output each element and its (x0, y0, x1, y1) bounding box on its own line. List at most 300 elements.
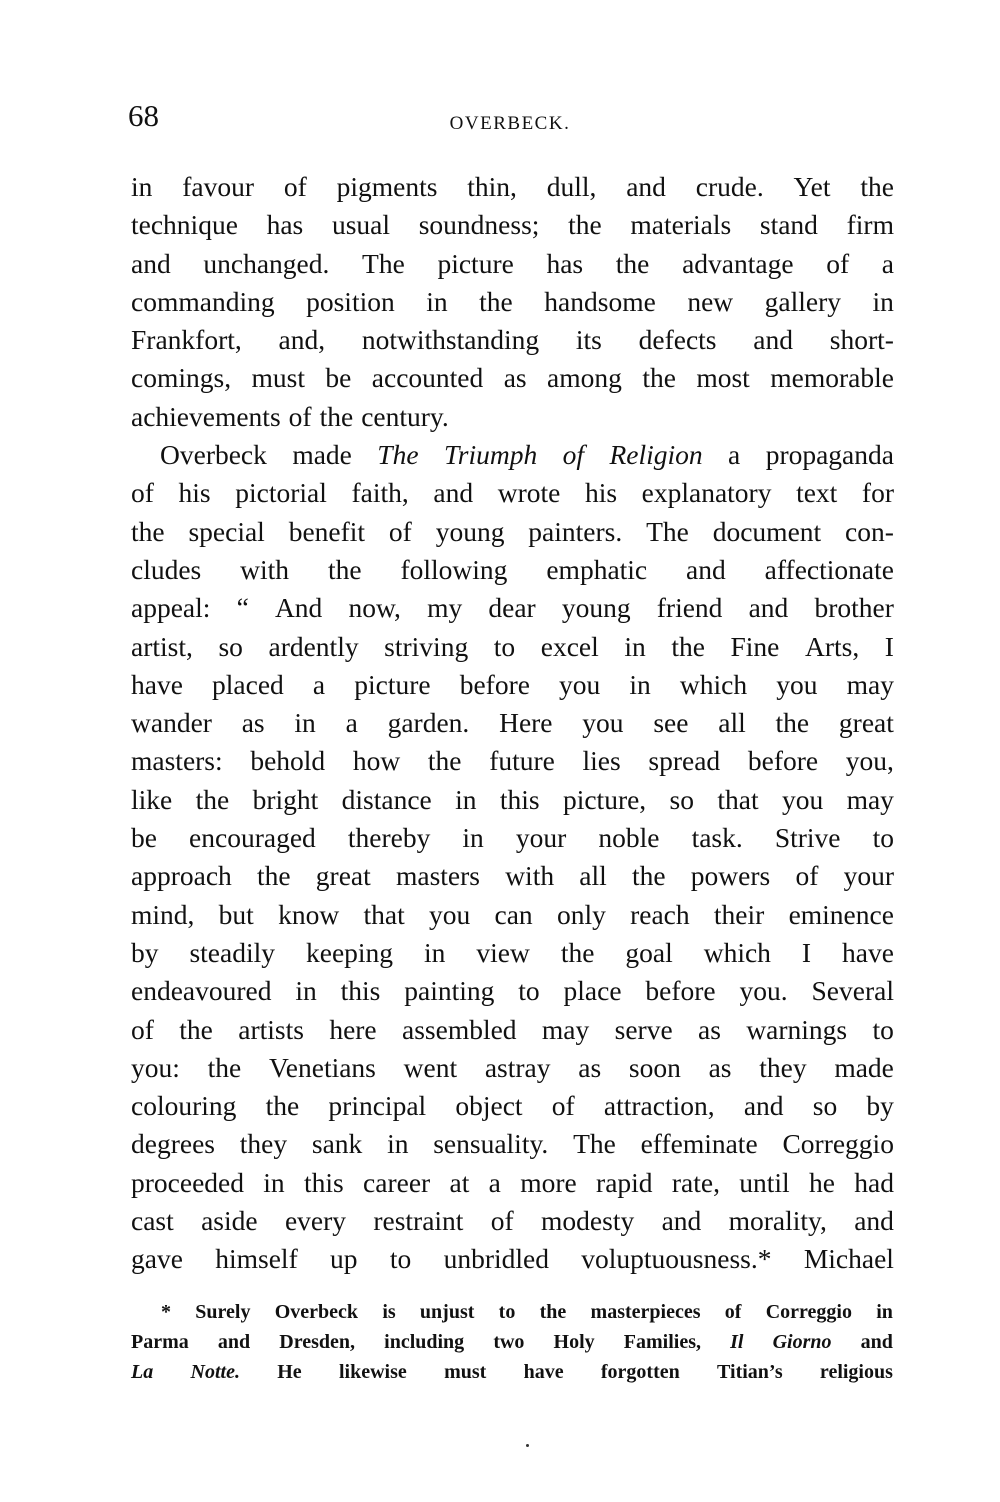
text-line (131, 934, 894, 972)
word: can (494, 898, 533, 930)
word: Frankfort, (131, 324, 242, 356)
text-line (131, 857, 894, 895)
word: the (560, 936, 595, 968)
word: unchanged. (203, 247, 330, 279)
word: the (265, 1090, 300, 1122)
word: their (713, 898, 765, 930)
word: Fine (730, 630, 780, 662)
word: great (838, 707, 894, 739)
word: eminence (788, 898, 894, 930)
word: the (631, 860, 666, 892)
word: Notte. (190, 1361, 240, 1383)
word: which (703, 936, 771, 968)
word: which (679, 668, 748, 700)
word: by (131, 936, 159, 968)
word: favour (182, 171, 254, 202)
word: religious (819, 1361, 893, 1383)
word: as (708, 1051, 732, 1083)
word: century. (361, 400, 449, 432)
word: to (389, 1243, 412, 1275)
word: including (384, 1331, 465, 1353)
word: and (854, 1205, 894, 1237)
word: be (131, 822, 157, 854)
word: Surely (195, 1301, 251, 1323)
word: reach (630, 898, 690, 930)
word: distance (341, 783, 432, 815)
word: is (382, 1301, 396, 1323)
text-line (131, 1240, 894, 1278)
word: place (563, 975, 622, 1007)
word: young (561, 592, 631, 624)
word: young (435, 515, 505, 547)
word: defects (638, 324, 717, 356)
word: in (624, 630, 646, 662)
text-line (131, 1164, 894, 1202)
word: more (520, 1166, 577, 1198)
word: unbridled (443, 1243, 549, 1275)
word: so (218, 630, 243, 662)
word: new (687, 285, 734, 317)
word: technique (131, 209, 238, 241)
word: so (669, 783, 694, 815)
word: a (488, 1166, 501, 1198)
word: degrees (131, 1128, 215, 1160)
word: propaganda (765, 439, 894, 471)
word: commanding (131, 285, 275, 317)
word: friend (656, 592, 723, 624)
word: Giorno (772, 1331, 832, 1353)
word: wrote (497, 477, 561, 509)
word: must (251, 362, 305, 394)
word: be (325, 362, 352, 394)
word: of (283, 171, 307, 202)
word: garden. (387, 707, 470, 739)
word: faith, (351, 477, 409, 509)
word: before (645, 975, 716, 1007)
word: a (728, 439, 741, 471)
word: in (462, 822, 484, 854)
word: like (131, 783, 173, 815)
word: here (329, 1013, 377, 1045)
word: that (363, 898, 405, 930)
text-line (131, 1049, 894, 1087)
word: all (579, 860, 607, 892)
word: Triumph (443, 439, 538, 471)
word: as (503, 362, 527, 394)
word: brother (814, 592, 894, 624)
text-line (131, 628, 894, 666)
word: in (294, 707, 316, 739)
word: in (876, 1301, 893, 1323)
word: spread (648, 745, 721, 777)
text-line (131, 551, 894, 589)
word: and (860, 1331, 893, 1353)
word: noble (598, 822, 660, 854)
word: have (523, 1361, 564, 1383)
word: the (775, 707, 810, 739)
word: with (240, 553, 290, 585)
word: see (653, 707, 689, 739)
word: advantage (682, 247, 794, 279)
word: you (582, 707, 624, 739)
word: sank (311, 1128, 363, 1160)
text-line (131, 896, 894, 934)
word: attraction, (603, 1090, 715, 1122)
word: Michael (803, 1243, 894, 1275)
word: every (284, 1205, 347, 1237)
word: in (455, 783, 477, 815)
word: encouraged (189, 822, 316, 854)
word: himself (215, 1243, 298, 1275)
word: cast (131, 1205, 174, 1237)
word: warnings (746, 1013, 848, 1045)
word: Strive (774, 822, 841, 854)
word: only (556, 898, 606, 930)
page-number: 68 (128, 98, 159, 133)
word: Parma (131, 1331, 189, 1353)
word: unjust (419, 1301, 475, 1323)
text-line (131, 474, 894, 512)
word: comings, (131, 362, 232, 394)
word: artists (238, 1013, 304, 1045)
word: how (352, 745, 401, 777)
word: gallery (764, 285, 842, 317)
word: know (278, 898, 340, 930)
word: affectionate (764, 553, 894, 585)
word: of (724, 1301, 742, 1323)
text-line (131, 704, 894, 742)
word: they (239, 1128, 288, 1160)
word: great (315, 860, 371, 892)
word: the (568, 209, 602, 241)
word: The (646, 515, 689, 547)
word: ardently (268, 630, 359, 662)
word: I (801, 936, 812, 968)
word: picture, (562, 783, 647, 815)
word: had (854, 1166, 894, 1198)
word: approach (131, 860, 232, 892)
footnote (131, 1297, 893, 1387)
text-line (131, 436, 894, 474)
word: pictorial (235, 477, 327, 509)
text-line (131, 245, 894, 283)
word: powers (690, 860, 771, 892)
word: in (131, 171, 153, 202)
text-line (131, 398, 894, 436)
word: masterpieces (590, 1301, 701, 1323)
word: handsome (544, 285, 656, 317)
word: you, (845, 745, 894, 777)
word: materials (630, 209, 732, 241)
word: you: (131, 1051, 180, 1083)
word: the (207, 1051, 242, 1083)
word: a (345, 707, 358, 739)
word: morality, (728, 1205, 827, 1237)
word: but (218, 898, 254, 930)
word: and (217, 1331, 251, 1353)
word: at (449, 1166, 470, 1198)
word: astray (484, 1051, 551, 1083)
word: Families, (623, 1331, 702, 1353)
word: the (642, 362, 676, 394)
word: Correggio (782, 1128, 894, 1160)
word: * (161, 1301, 171, 1323)
word: in (872, 285, 894, 317)
word: view (476, 936, 530, 968)
word: “ (236, 592, 249, 624)
word: pigments (336, 171, 438, 202)
word: emphatic (546, 553, 648, 585)
word: task. (691, 822, 743, 854)
word: of (131, 477, 154, 509)
word: and (626, 171, 666, 202)
word: of (795, 860, 819, 892)
word: cludes (131, 553, 202, 585)
text-line (131, 819, 894, 857)
word: may (541, 1013, 590, 1045)
word: you (428, 898, 471, 930)
word: to (872, 822, 894, 854)
word: your (843, 860, 894, 892)
word: Venetians (268, 1051, 376, 1083)
word: masters (395, 860, 480, 892)
word: picture (437, 247, 514, 279)
word: they (759, 1051, 807, 1083)
print-speck (526, 1444, 529, 1447)
word: the (327, 553, 362, 585)
footnote-line (131, 1357, 893, 1387)
word: and (743, 1090, 784, 1122)
word: document (712, 515, 822, 547)
word: the (256, 860, 291, 892)
word: and (753, 324, 793, 356)
word: may (846, 668, 894, 700)
word: excel (540, 630, 599, 662)
word: La (131, 1361, 154, 1383)
word: this (499, 783, 540, 815)
word: has (546, 247, 584, 279)
word: the (195, 783, 230, 815)
word: the (319, 400, 354, 432)
word: Dresden, (279, 1331, 356, 1353)
text-line (131, 283, 894, 321)
word: for (861, 477, 894, 509)
footnote-line (131, 1297, 893, 1327)
word: and (748, 592, 789, 624)
word: restraint (373, 1205, 464, 1237)
word: thin, (467, 171, 517, 202)
word: this (340, 975, 381, 1007)
word: in (387, 1128, 409, 1160)
word: appeal: (131, 592, 211, 624)
word: in (629, 668, 651, 700)
word: the (671, 630, 705, 662)
word: and (131, 247, 171, 279)
word: so (812, 1090, 838, 1122)
word: in (424, 936, 446, 968)
word: and (433, 477, 474, 509)
word: now, (348, 592, 401, 624)
word: I (884, 630, 894, 662)
word: goal (625, 936, 673, 968)
word: as (578, 1051, 602, 1083)
body-text (131, 168, 894, 1279)
word: following (400, 553, 508, 585)
word: this (304, 1166, 344, 1198)
word: Yet (793, 171, 831, 202)
text-line (131, 1011, 894, 1049)
word: gave (131, 1243, 183, 1275)
word: con- (845, 515, 894, 547)
word: the (179, 1013, 213, 1045)
word: dull, (546, 171, 597, 202)
word: you. (739, 975, 788, 1007)
word: and, (278, 324, 326, 356)
word: the (427, 745, 462, 777)
word: bright (252, 783, 319, 815)
word: benefit (288, 515, 366, 547)
word: made (292, 439, 352, 471)
word: before (459, 668, 530, 700)
word: memorable (770, 362, 894, 394)
word: colouring (131, 1090, 237, 1122)
word: steadily (189, 936, 276, 968)
word: rapid (596, 1166, 653, 1198)
word: lies (582, 745, 621, 777)
text-line (131, 513, 894, 551)
running-title: OVERBECK. (449, 113, 571, 134)
word: you (781, 783, 824, 815)
word: he (809, 1166, 835, 1198)
word: in (263, 1166, 285, 1198)
word: The (362, 247, 405, 279)
text-line (131, 666, 894, 704)
word: that (717, 783, 759, 815)
word: modesty (541, 1205, 635, 1237)
word: short- (829, 324, 894, 356)
word: of (826, 247, 850, 279)
text-line (131, 1087, 894, 1125)
word: to (872, 1013, 894, 1045)
word: and (661, 1205, 702, 1237)
word: rate, (671, 1166, 720, 1198)
word: career (363, 1166, 431, 1198)
word: and (686, 553, 726, 585)
word: the (860, 171, 894, 202)
word: Arts, (804, 630, 860, 662)
word: your (515, 822, 567, 854)
word: behold (250, 745, 326, 777)
word: went (403, 1051, 458, 1083)
word: voluptuousness.* (581, 1243, 772, 1275)
word: masters: (131, 745, 223, 777)
text-line (131, 168, 894, 206)
word: principal (328, 1090, 427, 1122)
word: endeavoured (131, 975, 272, 1007)
word: of (388, 515, 412, 547)
word: as (241, 707, 265, 739)
text-line (131, 321, 894, 359)
word: of (288, 400, 312, 432)
word: have (131, 668, 183, 700)
word: special (188, 515, 265, 547)
word: you (559, 668, 601, 700)
text-line (131, 972, 894, 1010)
word: serve (614, 1013, 673, 1045)
text-line (131, 742, 894, 780)
word: its (575, 324, 602, 356)
word: usual (331, 209, 391, 241)
word: dear (488, 592, 536, 624)
word: of (562, 439, 585, 471)
word: text (796, 477, 838, 509)
word: crude. (695, 171, 764, 202)
word: by (866, 1090, 894, 1122)
word: artist, (131, 630, 193, 662)
word: with (505, 860, 555, 892)
word: painting (404, 975, 495, 1007)
word: the (131, 515, 165, 547)
text-line (131, 1202, 894, 1240)
word: until (739, 1166, 790, 1198)
word: object (455, 1090, 523, 1122)
word: a (881, 247, 894, 279)
word: Overbeck (160, 439, 267, 471)
word: may (846, 783, 894, 815)
word: Holy (553, 1331, 595, 1353)
word: has (266, 209, 304, 241)
word: in (295, 975, 317, 1007)
word: forgotten (600, 1361, 680, 1383)
word: And (274, 592, 323, 624)
word: all (718, 707, 746, 739)
word: two (493, 1331, 525, 1353)
word: most (696, 362, 750, 394)
word: future (489, 745, 555, 777)
word: the (539, 1301, 567, 1323)
word: wander (131, 707, 212, 739)
word: of (131, 1013, 154, 1045)
word: achievements (131, 400, 281, 432)
word: Overbeck (274, 1301, 359, 1323)
word: made (834, 1051, 894, 1083)
word: to (498, 1301, 516, 1323)
footnote-line (131, 1327, 893, 1357)
word: explanatory (641, 477, 772, 509)
word: to (518, 975, 540, 1007)
text-line (131, 1125, 894, 1163)
word: among (547, 362, 622, 394)
word: soon (628, 1051, 681, 1083)
text-line (131, 589, 894, 627)
text-line (131, 359, 894, 397)
word: The (377, 439, 419, 471)
word: of (490, 1205, 514, 1237)
word: thereby (347, 822, 431, 854)
word: Here (499, 707, 553, 739)
word: the (615, 247, 650, 279)
word: Il (730, 1331, 744, 1353)
word: the (479, 285, 513, 317)
text-line (131, 206, 894, 244)
word: effeminate (640, 1128, 758, 1160)
word: Titian’s (717, 1361, 783, 1383)
word: picture (354, 668, 431, 700)
word: Religion (609, 439, 703, 471)
word: Several (811, 975, 894, 1007)
word: to (493, 630, 516, 662)
word: He (277, 1361, 302, 1383)
